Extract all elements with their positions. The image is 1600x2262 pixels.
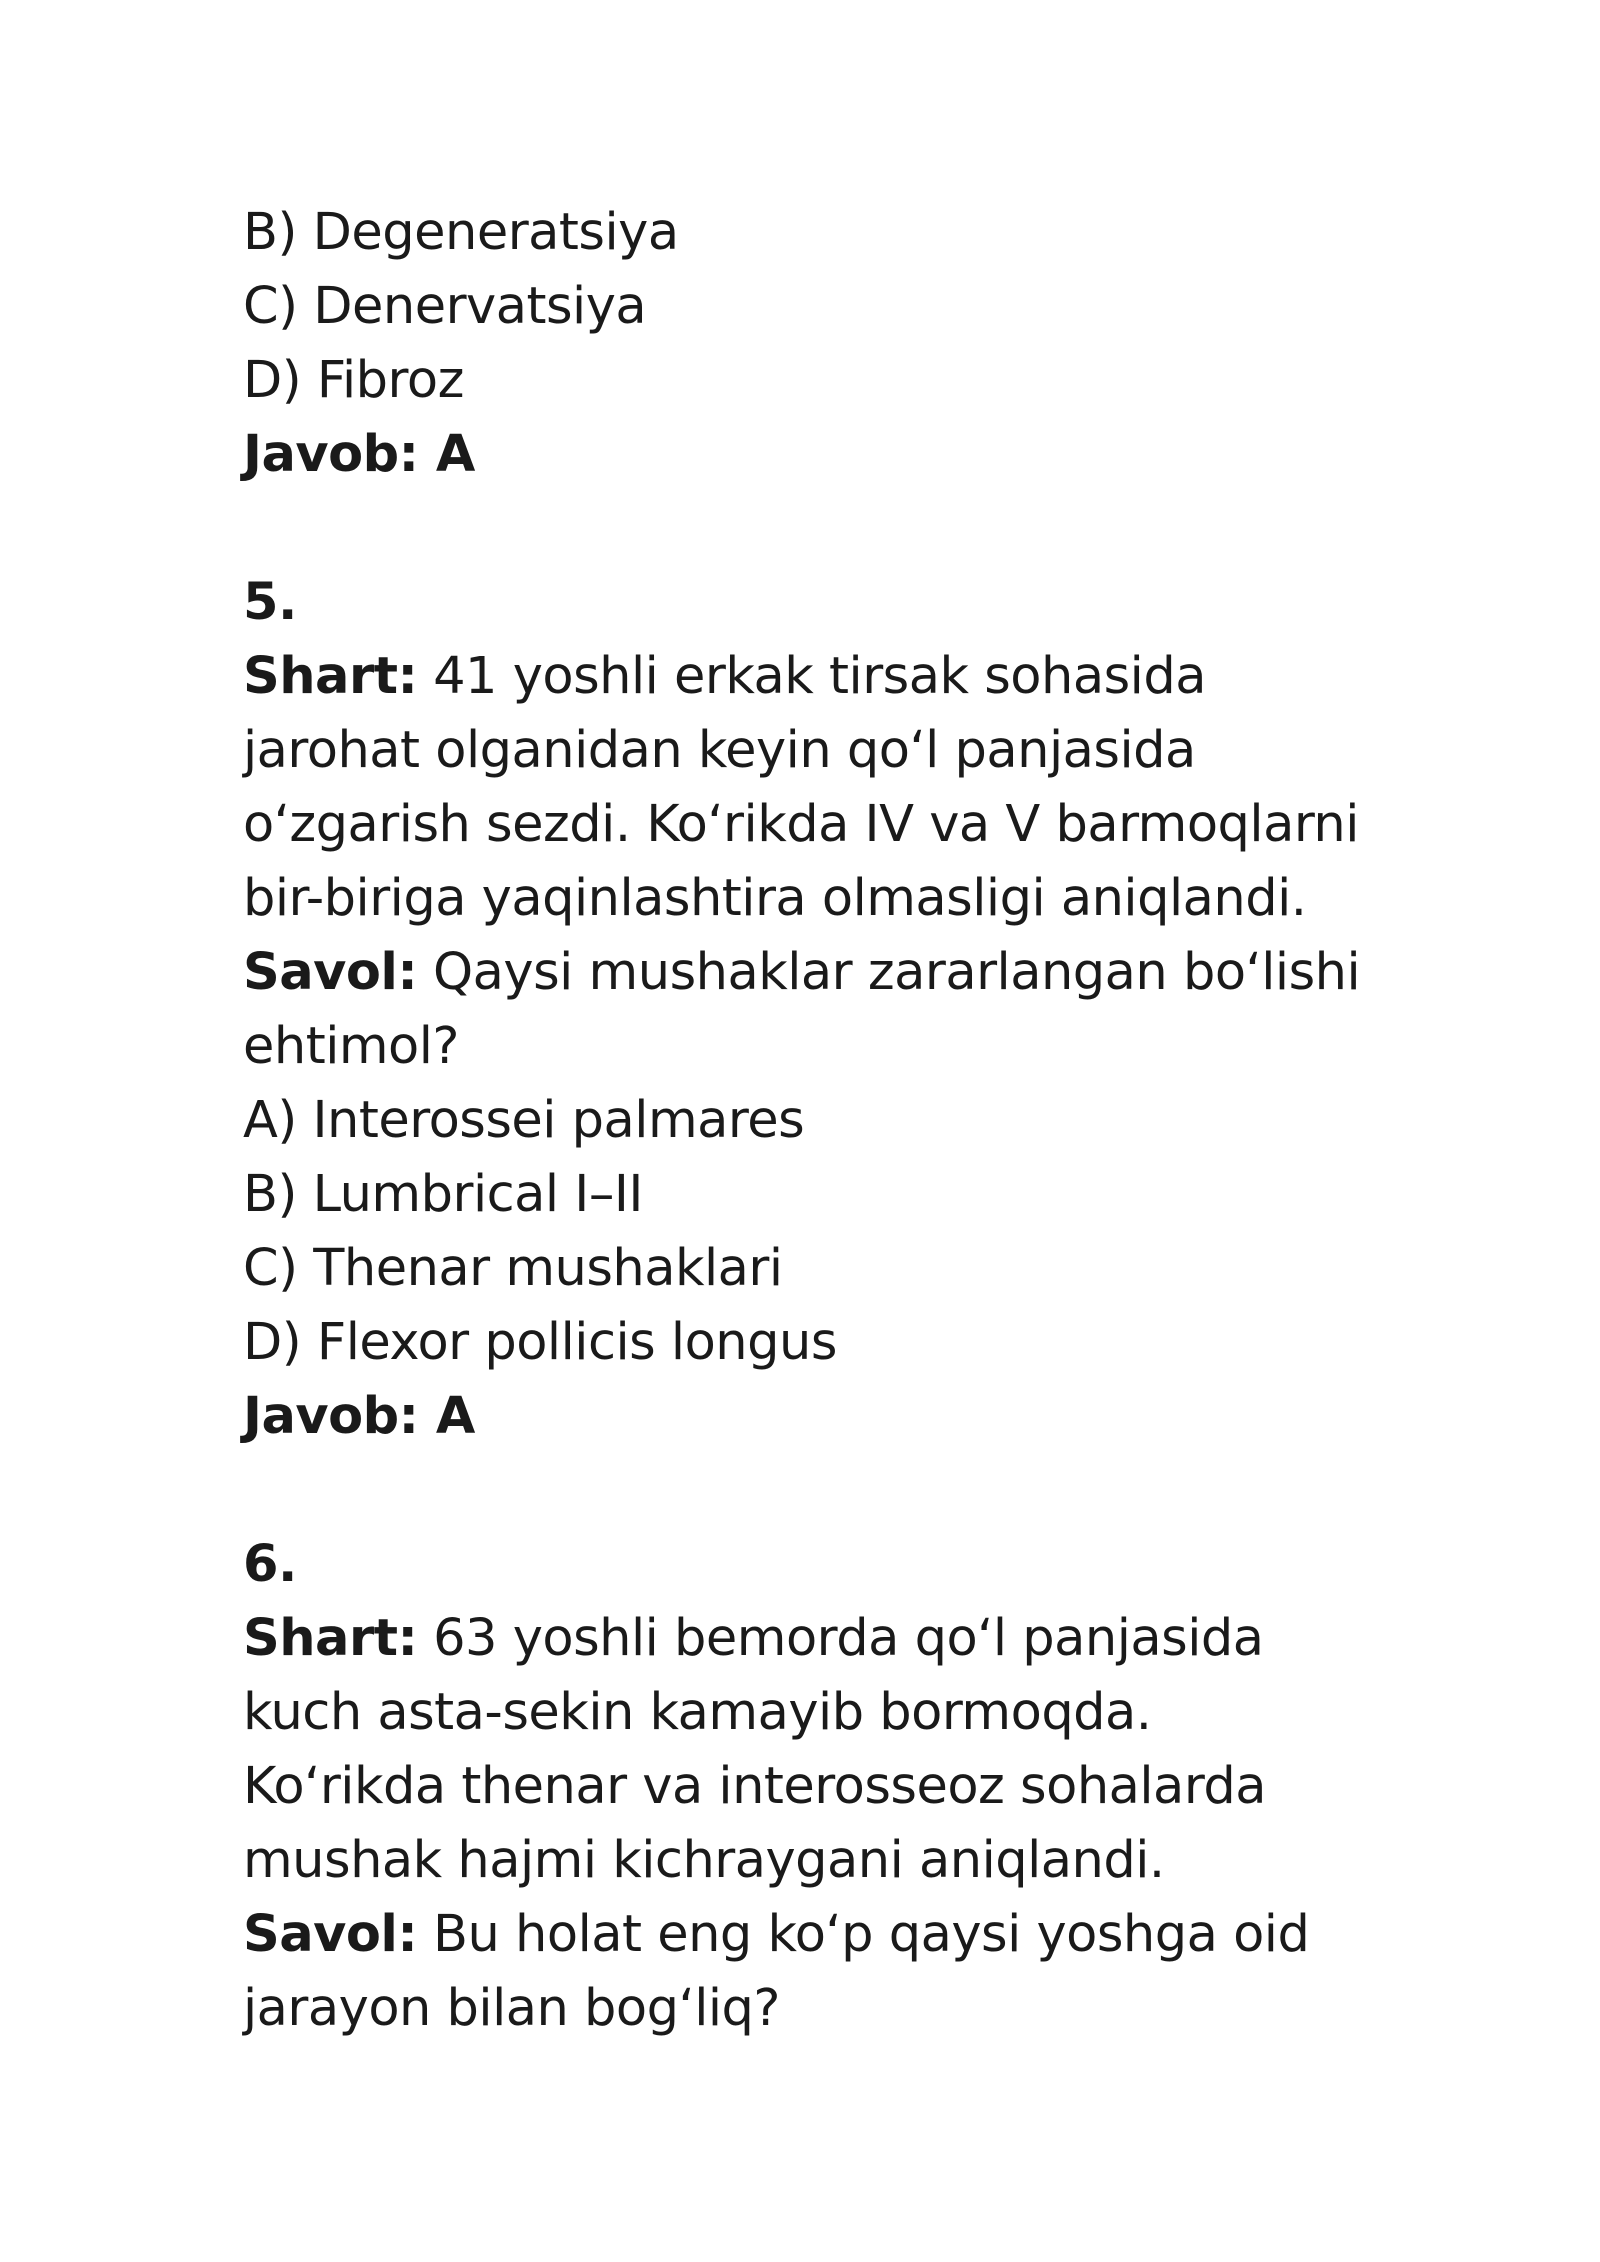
option-b: B) Degeneratsiya (243, 203, 679, 262)
option-d: D) Flexor pollicis longus (243, 1313, 837, 1372)
question-label: Savol: (243, 1905, 418, 1964)
question-line: jarayon bilan bog‘liq? (243, 1979, 781, 2038)
condition-label: Shart: (243, 647, 418, 706)
condition-line: mushak hajmi kichraygani aniqlandi. (243, 1831, 1165, 1890)
condition-line: o‘zgarish sezdi. Ko‘rikda IV va V barmoqlarni (243, 795, 1359, 854)
condition-line: kuch asta-sekin kamayib bormoqda. (243, 1683, 1152, 1742)
option-c: C) Denervatsiya (243, 277, 647, 336)
question-text: Qaysi mushaklar zararlangan bo‘lishi (433, 943, 1361, 1002)
question-line (243, 1898, 1423, 1972)
condition-label: Shart: (243, 1609, 418, 1668)
condition-line: Ko‘rikda thenar va interosseoz sohalarda (243, 1757, 1267, 1816)
option-d: D) Fibroz (243, 351, 464, 410)
condition-line (243, 1602, 1423, 1676)
document-page (243, 196, 1423, 2046)
question-6 (243, 1528, 1423, 2046)
condition-text: 41 yoshli erkak tirsak sohasida (433, 647, 1206, 706)
answer-value: A (435, 425, 475, 484)
spacer (243, 492, 1423, 566)
condition-line: bir-biriga yaqinlashtira olmasligi aniqlandi. (243, 869, 1307, 928)
question-4-tail (243, 196, 1423, 492)
answer-label: Javob: (243, 1387, 419, 1446)
option-c: C) Thenar mushaklari (243, 1239, 783, 1298)
question-number: 5. (243, 573, 297, 632)
spacer (243, 1454, 1423, 1528)
question-label: Savol: (243, 943, 418, 1002)
condition-line: jarohat olganidan keyin qo‘l panjasida (243, 721, 1196, 780)
question-5 (243, 566, 1423, 1454)
answer-line (243, 1380, 1423, 1454)
question-text: Bu holat eng ko‘p qaysi yoshga oid (433, 1905, 1310, 1964)
option-a: A) Interossei palmares (243, 1091, 805, 1150)
condition-text: 63 yoshli bemorda qo‘l panjasida (433, 1609, 1264, 1668)
condition-line (243, 640, 1423, 714)
answer-value: A (435, 1387, 475, 1446)
answer-line (243, 418, 1423, 492)
question-line (243, 936, 1423, 1010)
answer-label: Javob: (243, 425, 419, 484)
option-b: B) Lumbrical I–II (243, 1165, 643, 1224)
question-number: 6. (243, 1535, 297, 1594)
question-line: ehtimol? (243, 1017, 459, 1076)
